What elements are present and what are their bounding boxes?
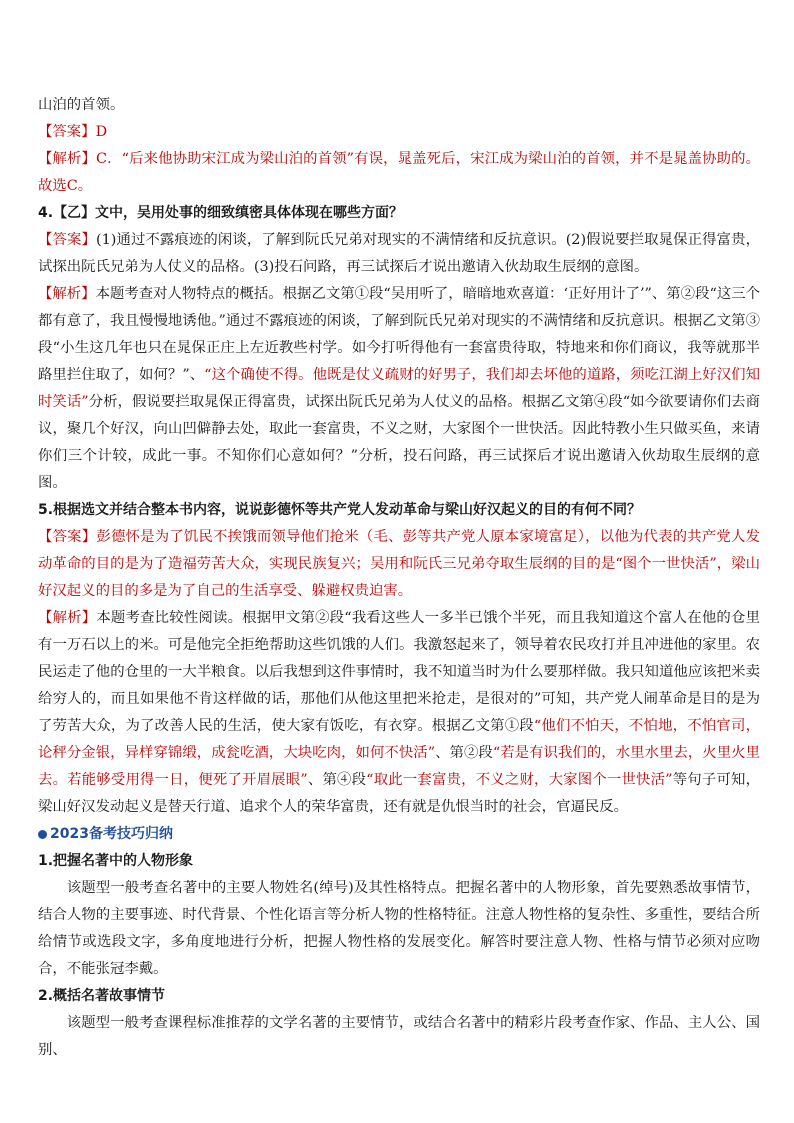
answer-text: 彭德怀是为了饥民不挨饿而领导他们抢米（毛、彭等共产党人原本家境富足），以他为代表的共产党人发动革命的目的是为了造福劳苦大众，实现民族复兴；吴用和阮氏三兄弟夺取生辰纲的目的是“图个一世快活”，梁山好汉起义的目的多是为了自己的生活享受、躲避权贵迫害。 — [38, 529, 760, 599]
q4-answer — [38, 227, 760, 281]
q4-analysis — [38, 281, 760, 497]
analysis-part: 、第④段 — [307, 772, 367, 788]
document-page — [38, 92, 760, 1064]
section-title-text: 2023备考技巧归纳 — [50, 826, 173, 842]
text-line: 山泊的首领。 — [38, 97, 125, 113]
answer-text: D — [95, 124, 108, 140]
analysis-text: C．“后来他协助宋江成为梁山泊的首领”有误，晁盖死后，宋江成为梁山泊的首领，并不是晁盖协助的。故选C。 — [38, 151, 760, 194]
analysis-label: 【解析】 — [38, 610, 97, 626]
q5-analysis — [38, 605, 760, 821]
analysis-part: 、第②段 — [435, 745, 493, 761]
question-5: 5.根据选文并结合整本书内容，说说彭德怀等共产党人发动革命与梁山好汉起义的目的有何不同？ — [38, 502, 642, 518]
analysis-quote: “他们不怕天，不怕地，不怕官司，论秤分金银，异样穿锦缎，成瓮吃酒，大块吃肉，如何不快活” — [38, 718, 760, 761]
tip-2-body: 该题型一般考查课程标准推荐的文学名著的主要情节，或结合名著中的精彩片段考查作家、作品、主人公、国别、 — [38, 1015, 760, 1058]
section-title — [38, 821, 760, 848]
bullet-dot-icon — [38, 830, 47, 839]
question-4: 4.【乙】文中，吴用处事的细致缜密具体体现在哪些方面？ — [38, 205, 404, 221]
analysis-label: 【解析】 — [38, 286, 96, 302]
analysis-part: 本题考查比较性阅读。根据甲文第②段“我看这些人一多半已饿个半死，而且我知道这个富人在他的仓里有一万石以上的米。可是他完全拒绝帮助这些饥饿的人们。我激怒起来了，领导着农民攻打并且冲进他的家里。农民运走了他的仓里的一大半粮食。以后我想到这件事情时，我不知道当时为什么要那样做。我只知道他应该把米卖给穷人的，而且如果他不肯这样做的话，那他们从他这里把米抢走，是很对的”可知，共产党人闹革命是目的是为了劳苦大众，为了改善人民的生活，使大家有饭吃，有衣穿。根据乙文第①段 — [38, 610, 760, 734]
tip-1-heading: 1.把握名著中的人物形象 — [38, 853, 194, 869]
analysis-part: 本题考查对人物特点的概括。根据乙文第①段“吴用听了，暗暗地欢喜道：‘正好用计了’”、第②段“这三个都有意了，我且慢慢地诱他。”通过不露痕迹的闲谈，了解到阮氏兄弟对现实的不满情绪和反抗意识。根据乙文第③段“小生这几年也只在晁保正庄上左近教些村学。如今打听得他有一套富贵待取，特地来和你们商议，我等就那半路里拦住取了，如何？”、 — [38, 286, 760, 383]
analysis-label: 【解析】 — [38, 151, 97, 167]
answer-label: 【答案】 — [38, 124, 96, 140]
analysis-quote: “若是有识我们的，水里水里去，火里火里去。若能够受用得一日，便死了开眉展眼” — [38, 745, 760, 788]
answer-text: (1)通过不露痕迹的闲谈，了解到阮氏兄弟对现实的不满情绪和反抗意识。(2)假说要拦取晁保正得富贵，试探出阮氏兄弟为人仗义的品格。(3)投石问路，再三试探后才说出邀请入伙劫取生辰纲的意图。 — [38, 232, 760, 275]
answer-label: 【答案】 — [38, 529, 97, 545]
analysis-part: 分析，假说要拦取晁保正得富贵，试探出阮氏兄弟为人仗义的品格。根据乙文第④段“如今欲要请你们去商议，聚几个好汉，向山凹僻静去处，取此一套富贵，不义之财，大家图个一世快活。因此特教小生只做买鱼，来请你们三个计较，成此一事。不知你们心意如何？”分析，投石问路，再三试探后才说出邀请入伙劫取生辰纲的意图。 — [38, 394, 760, 491]
q3-answer — [38, 119, 760, 146]
tip-2-heading: 2.概括名著故事情节 — [38, 988, 166, 1004]
answer-label: 【答案】 — [38, 232, 96, 248]
analysis-quote: “这个确使不得。他既是仗义疏财的好男子，我们却去坏他的道路，须吃江湖上好汉们知时笑话” — [38, 367, 760, 410]
tip-1-body: 该题型一般考查名著中的主要人物姓名(绰号)及其性格特点。把握名著中的人物形象，首先要熟悉故事情节，结合人物的主要事迹、时代背景、个性化语言等分析人物的性格特征。注意人物性格的复杂性、多重性，要结合所给情节或选段文字，多角度地进行分析，把握人物性格的发展变化。解答时要注意人物、性格与情节必须对应吻合，不能张冠李戴。 — [38, 880, 760, 977]
analysis-part: 等句子可知，梁山好汉发动起义是替天行道、追求个人的荣华富贵，还有就是仇恨当时的社会，官逼民反。 — [38, 772, 760, 815]
q5-answer — [38, 524, 760, 605]
analysis-quote: “取此一套富贵，不义之财，大家图个一世快活” — [366, 772, 673, 788]
q3-analysis — [38, 146, 760, 200]
